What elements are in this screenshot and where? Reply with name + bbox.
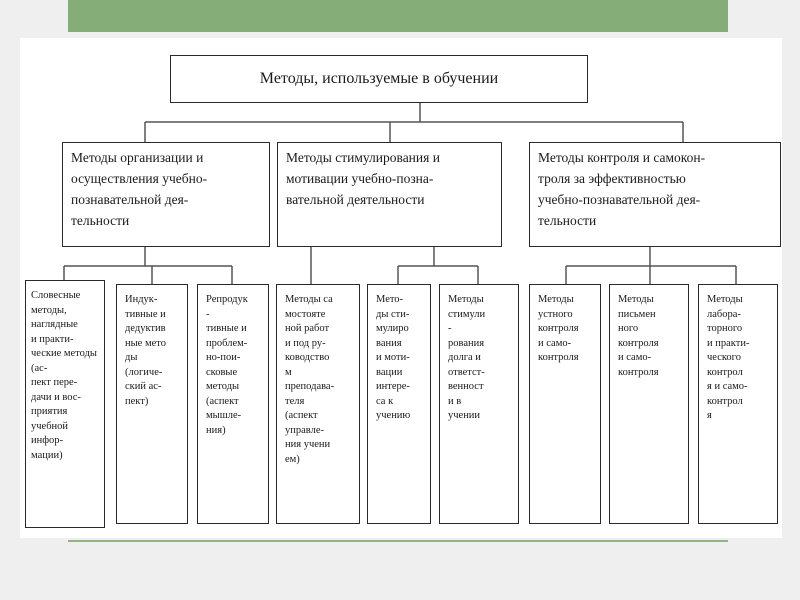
- method-written-control: [609, 284, 689, 524]
- category-organization-box: [62, 142, 270, 247]
- method-label: Словесные методы, наглядные и практи- ческие методы (ас- пект пере- дачи и вос- приятия учебной инфор- мации): [31, 290, 97, 461]
- method-lab-practical-control: [698, 284, 778, 524]
- method-stimulating-interest: [367, 284, 431, 524]
- method-label: Репродук - тивные и проблем- но-пои- сковые методы (аспект мышле- ния): [206, 294, 248, 436]
- method-independent-work: [276, 284, 360, 524]
- category-control-box: [529, 142, 781, 247]
- method-stimulating-duty: [439, 284, 519, 524]
- method-label: Мето- ды сти- мулиро вания и моти- вации интере- са к учению: [376, 294, 411, 421]
- category-label: Методы контроля и самокон- троля за эффективностью учебно-познавательной дея- тельности: [538, 150, 706, 228]
- diagram-title: Методы, используемые в обучении: [259, 70, 499, 87]
- method-verbal-visual-practical: [25, 280, 105, 528]
- method-oral-control: [529, 284, 601, 524]
- method-label: Методы лабора- торного и практи- ческого контрол я и само- контрол я: [707, 294, 750, 421]
- method-label: Методы устного контроля и само- контроля: [538, 294, 579, 363]
- category-label: Методы организации и осуществления учебно- познавательной дея- тельности: [71, 150, 208, 228]
- category-label: Методы стимулирования и мотивации учебно-позна- вательной деятельности: [286, 150, 440, 207]
- method-reproductive-problem: [197, 284, 269, 524]
- method-label: Методы са мостояте ной работ и под ру- ководство м преподава- теля (аспект управле- ния учени ем): [285, 294, 335, 465]
- method-label: Индук- тивные и дедуктив ные мето ды (логиче- ский ас- пект): [125, 294, 166, 407]
- method-label: Методы стимули - рования долга и ответст- венност и в учении: [448, 294, 486, 421]
- method-label: Методы письмен ного контроля и само- контроля: [618, 294, 659, 378]
- diagram-title-box: [170, 55, 588, 103]
- category-motivation-box: [277, 142, 502, 247]
- method-inductive-deductive: [116, 284, 188, 524]
